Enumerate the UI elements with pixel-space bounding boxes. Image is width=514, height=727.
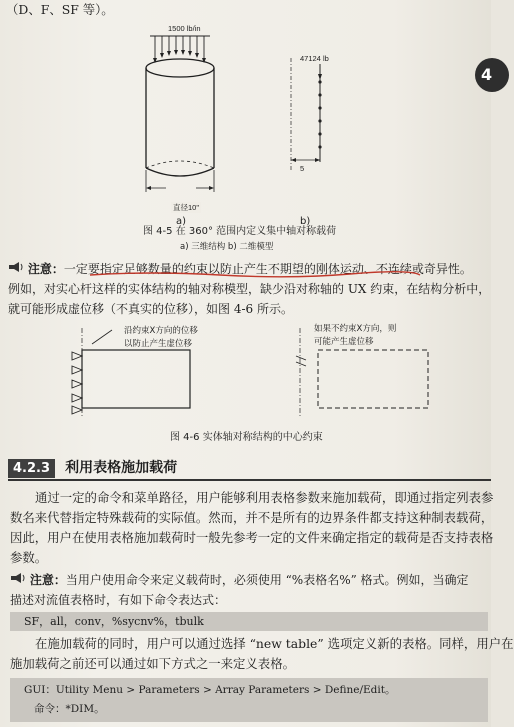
fig46-annot-left-2: 以防止产生虚位移 (124, 339, 193, 349)
paragraph-1-line-4: 参数。 (10, 550, 48, 565)
fig46-annot-right-2: 可能产生虚位移 (314, 337, 374, 347)
note-icon (10, 573, 30, 587)
point-force-label: 47124 lb (300, 54, 329, 63)
cylinder-shell (146, 59, 214, 176)
paragraph-2-line-1: 在施加载荷的同时，用户可以通过选择 “new table” 选项定义新的表格。同样，用户在 (35, 636, 514, 651)
radius-label: 5 (300, 164, 305, 173)
note-2 (10, 570, 488, 610)
paragraph-1-line-1: 通过一定的命令和菜单路径，用户能够利用表格参数来施加载荷，即通过指定列表参 (35, 490, 494, 505)
section-heading (8, 457, 177, 477)
note-icon (8, 262, 28, 276)
roller-supports (72, 352, 82, 414)
section-rule (8, 479, 491, 481)
note-1-text-1: 一定要指定足够数量的约束以防止产生不期望的刚体运动、不连续或奇异性。 (63, 262, 472, 276)
paragraph-1-line-3: 因此，用户在使用表格施加载荷时一般先参考一定的文件来确定指定的载荷是否支持表格 (10, 530, 494, 545)
subfigure-b-label: b) (300, 216, 311, 227)
paragraph-1-line-2: 数名来代替指定特殊载荷的实际值。然而，并不是所有的边界条件都支持这种制表载荷， (10, 510, 494, 525)
distributed-load-arrows (150, 36, 210, 58)
note-2-label: 注意： (29, 573, 66, 587)
figure-4-5-caption: 图 4-5 在 360° 范围内定义集中轴对称载荷 (143, 226, 337, 237)
distributed-load-label: 1500 lb/in (168, 24, 201, 33)
red-underline (90, 270, 470, 278)
figure-4-6-caption: 图 4-6 实体轴对称结构的中心约束 (170, 432, 323, 443)
paragraph-2 (10, 634, 514, 674)
note-1-label: 注意： (27, 262, 64, 276)
chapter-tab-number: 4 (481, 65, 493, 84)
command-box-1 (10, 612, 488, 631)
note-2-text-1: 当用户使用命令来定义载荷时，必须使用 “%表格名%” 格式。例如，当确定 (65, 573, 469, 587)
paragraph-2-line-2: 施加载荷之前还可以通过如下方式之一来定义表格。 (10, 656, 295, 671)
note-1-line-3: 就可能形成虚位移（不真实的位移），如图 4-6 所示。 (8, 302, 293, 316)
diameter-dimension (146, 170, 214, 192)
figure-4-5-drawing (0, 20, 491, 220)
section-number: 4.2.3 (8, 459, 55, 478)
figure-4-5 (0, 20, 491, 227)
figure-4-6 (0, 320, 491, 420)
diameter-label: 直径10" (173, 203, 200, 212)
command-box-2 (10, 678, 488, 722)
command-1: SF，all，conv，%sycnv%，tbulk (24, 615, 204, 628)
fig46-annot-left-1: 沿约束X方向的位移 (124, 326, 198, 336)
figure-4-5-subcaption: a) 三维结构 b) 二维模型 (180, 242, 274, 252)
top-fragment: （D、F、SF 等）。 (6, 2, 114, 17)
note-2-line-2: 描述对流值表格时，有如下命令表达式： (10, 593, 227, 607)
figure-4-6-drawing (0, 320, 491, 420)
paragraph-1 (10, 488, 494, 568)
note-1 (8, 259, 491, 319)
command-2: 命令：*DIM。 (34, 703, 105, 715)
gui-path: GUI：Utility Menu > Parameters > Array Parameters > Define/Edit。 (24, 684, 396, 696)
axisymmetric-model (291, 58, 320, 170)
section-title: 利用表格施加载荷 (65, 460, 178, 476)
note-1-line-2: 例如，对实心杆这样的实体结构的轴对称模型，缺少沿对称轴的 UX 约束，在结构分析中， (8, 282, 491, 296)
fig46-annot-right-1: 如果不约束X方向，则 (314, 324, 397, 334)
subfigure-a-label: a) (176, 216, 187, 227)
note-2-line-1 (10, 570, 488, 590)
